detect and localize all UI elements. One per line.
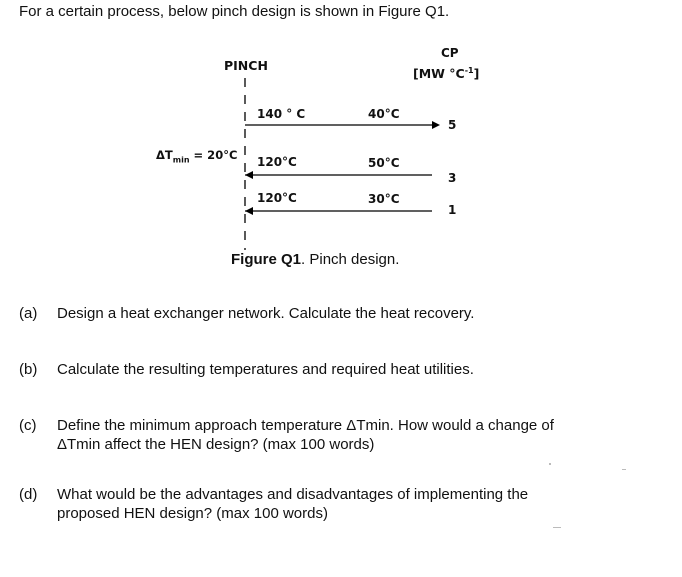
stream-1-arrowhead bbox=[432, 121, 440, 129]
stream-2-pinch-temp: 120°C bbox=[257, 155, 297, 169]
figure-caption: Figure Q1. Pinch design. bbox=[231, 251, 400, 268]
question-letter: (b) bbox=[19, 361, 38, 378]
cp-label: CP bbox=[441, 46, 459, 60]
stream-2-arrowhead bbox=[245, 171, 253, 179]
pinch-diagram bbox=[0, 0, 682, 280]
question-text: Calculate the resulting temperatures and required heat utilities. bbox=[57, 361, 474, 378]
question-text-line-2: ΔTmin affect the HEN design? (max 100 words) bbox=[57, 436, 375, 453]
stream-3-end-temp: 30°C bbox=[368, 192, 400, 206]
stream-3-cp: 1 bbox=[448, 203, 457, 217]
question-text-line-1: What would be the advantages and disadvantages of implementing the bbox=[57, 486, 529, 503]
scan-speck bbox=[553, 527, 561, 528]
stream-3-arrowhead bbox=[245, 207, 253, 215]
question-text-line-1: Define the minimum approach temperature ΔTmin. How would a change of bbox=[57, 417, 554, 434]
scan-speck bbox=[549, 463, 551, 465]
question-d bbox=[19, 485, 659, 525]
question-b bbox=[19, 360, 659, 380]
question-letter: (c) bbox=[19, 417, 37, 434]
delta-t-min-label: $\Delta T_{min} = 20^\circ C$ bbox=[156, 148, 238, 165]
stream-1-cp: 5 bbox=[448, 118, 457, 132]
cp-unit-label: [MW $^\circ C^{-1}$] bbox=[413, 66, 480, 82]
stream-2-cp: 3 bbox=[448, 171, 457, 185]
stream-2-end-temp: 50°C bbox=[368, 156, 400, 170]
stream-1-pinch-temp: 140 ° C bbox=[257, 107, 306, 121]
intro-text: For a certain process, below pinch design is shown in Figure Q1. bbox=[19, 3, 450, 20]
question-letter: (a) bbox=[19, 305, 38, 322]
question-text: Design a heat exchanger network. Calculate the heat recovery. bbox=[57, 305, 475, 322]
stream-1-end-temp: 40°C bbox=[368, 107, 400, 121]
question-a bbox=[19, 304, 659, 324]
question-c bbox=[19, 416, 659, 456]
pinch-label: PINCH bbox=[224, 58, 268, 73]
question-letter: (d) bbox=[19, 486, 38, 503]
scan-speck bbox=[622, 469, 626, 470]
question-text-line-2: proposed HEN design? (max 100 words) bbox=[57, 505, 328, 522]
stream-3-pinch-temp: 120°C bbox=[257, 191, 297, 205]
